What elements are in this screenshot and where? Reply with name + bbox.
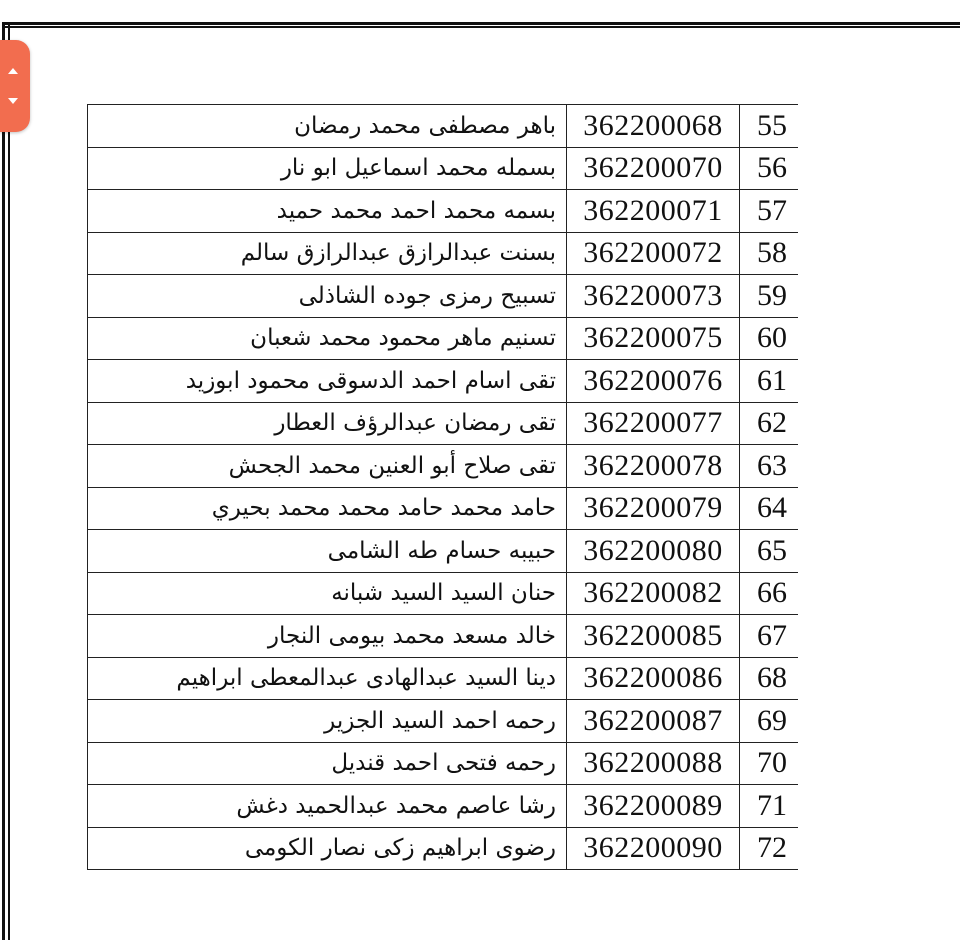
student-code-cell: 362200089 xyxy=(567,785,740,828)
row-number-cell: 72 xyxy=(740,827,799,870)
student-name-cell: تسنيم ماهر محمود محمد شعبان xyxy=(88,317,567,360)
student-code-cell: 362200072 xyxy=(567,232,740,275)
student-code-cell: 362200087 xyxy=(567,700,740,743)
roster-table-body xyxy=(88,105,799,870)
table-row xyxy=(88,402,799,445)
row-number-cell: 57 xyxy=(740,190,799,233)
table-row xyxy=(88,615,799,658)
student-code-cell: 362200068 xyxy=(567,105,740,148)
student-code-cell: 362200088 xyxy=(567,742,740,785)
row-number-cell: 60 xyxy=(740,317,799,360)
student-code-cell: 362200080 xyxy=(567,530,740,573)
student-name-cell: بسنت عبدالرازق عبدالرازق سالم xyxy=(88,232,567,275)
student-name-cell: باهر مصطفى محمد رمضان xyxy=(88,105,567,148)
table-row xyxy=(88,445,799,488)
table-row xyxy=(88,572,799,615)
student-name-cell: حنان السيد السيد شبانه xyxy=(88,572,567,615)
student-name-cell: تقى رمضان عبدالرؤف العطار xyxy=(88,402,567,445)
student-code-cell: 362200079 xyxy=(567,487,740,530)
student-code-cell: 362200077 xyxy=(567,402,740,445)
table-row xyxy=(88,147,799,190)
student-name-cell: حامد محمد حامد محمد محمد بحيري xyxy=(88,487,567,530)
row-number-cell: 65 xyxy=(740,530,799,573)
row-number-cell: 55 xyxy=(740,105,799,148)
student-name-cell: تقى اسام احمد الدسوقى محمود ابوزيد xyxy=(88,360,567,403)
student-name-cell: تسبيح رمزى جوده الشاذلى xyxy=(88,275,567,318)
student-name-cell: بسمه محمد احمد محمد حميد xyxy=(88,190,567,233)
student-name-cell: تقى صلاح أبو العنين محمد الجحش xyxy=(88,445,567,488)
student-code-cell: 362200086 xyxy=(567,657,740,700)
table-row xyxy=(88,190,799,233)
roster-table-container xyxy=(87,104,798,880)
row-number-cell: 68 xyxy=(740,657,799,700)
row-number-cell: 67 xyxy=(740,615,799,658)
table-row xyxy=(88,742,799,785)
student-name-cell: بسمله محمد اسماعيل ابو نار xyxy=(88,147,567,190)
student-code-cell: 362200082 xyxy=(567,572,740,615)
student-name-cell: رشا عاصم محمد عبدالحميد دغش xyxy=(88,785,567,828)
table-row xyxy=(88,657,799,700)
table-row xyxy=(88,785,799,828)
student-name-cell: حبيبه حسام طه الشامى xyxy=(88,530,567,573)
student-code-cell: 362200085 xyxy=(567,615,740,658)
row-number-cell: 70 xyxy=(740,742,799,785)
table-row xyxy=(88,700,799,743)
row-number-cell: 56 xyxy=(740,147,799,190)
student-code-cell: 362200076 xyxy=(567,360,740,403)
student-code-cell: 362200070 xyxy=(567,147,740,190)
student-name-cell: خالد مسعد محمد بيومى النجار xyxy=(88,615,567,658)
row-number-cell: 63 xyxy=(740,445,799,488)
student-code-cell: 362200075 xyxy=(567,317,740,360)
page-border-left xyxy=(2,22,10,940)
student-code-cell: 362200073 xyxy=(567,275,740,318)
row-number-cell: 61 xyxy=(740,360,799,403)
table-row xyxy=(88,827,799,870)
student-name-cell: رحمه فتحى احمد قنديل xyxy=(88,742,567,785)
student-name-cell: رضوى ابراهيم زكى نصار الكومى xyxy=(88,827,567,870)
table-row xyxy=(88,360,799,403)
row-number-cell: 66 xyxy=(740,572,799,615)
table-row xyxy=(88,317,799,360)
table-row xyxy=(88,105,799,148)
student-code-cell: 362200071 xyxy=(567,190,740,233)
chevron-up-icon[interactable] xyxy=(8,68,18,74)
row-number-cell: 62 xyxy=(740,402,799,445)
student-name-cell: رحمه احمد السيد الجزير xyxy=(88,700,567,743)
table-row xyxy=(88,275,799,318)
student-name-cell: دينا السيد عبدالهادى عبدالمعطى ابراهيم xyxy=(88,657,567,700)
row-number-cell: 59 xyxy=(740,275,799,318)
row-number-cell: 71 xyxy=(740,785,799,828)
table-row xyxy=(88,530,799,573)
student-code-cell: 362200078 xyxy=(567,445,740,488)
row-number-cell: 64 xyxy=(740,487,799,530)
page-border-top xyxy=(2,22,960,28)
scroll-handle[interactable] xyxy=(0,40,30,132)
table-row xyxy=(88,487,799,530)
roster-table xyxy=(87,104,798,870)
row-number-cell: 69 xyxy=(740,700,799,743)
row-number-cell: 58 xyxy=(740,232,799,275)
chevron-down-icon[interactable] xyxy=(8,98,18,104)
table-row xyxy=(88,232,799,275)
student-code-cell: 362200090 xyxy=(567,827,740,870)
